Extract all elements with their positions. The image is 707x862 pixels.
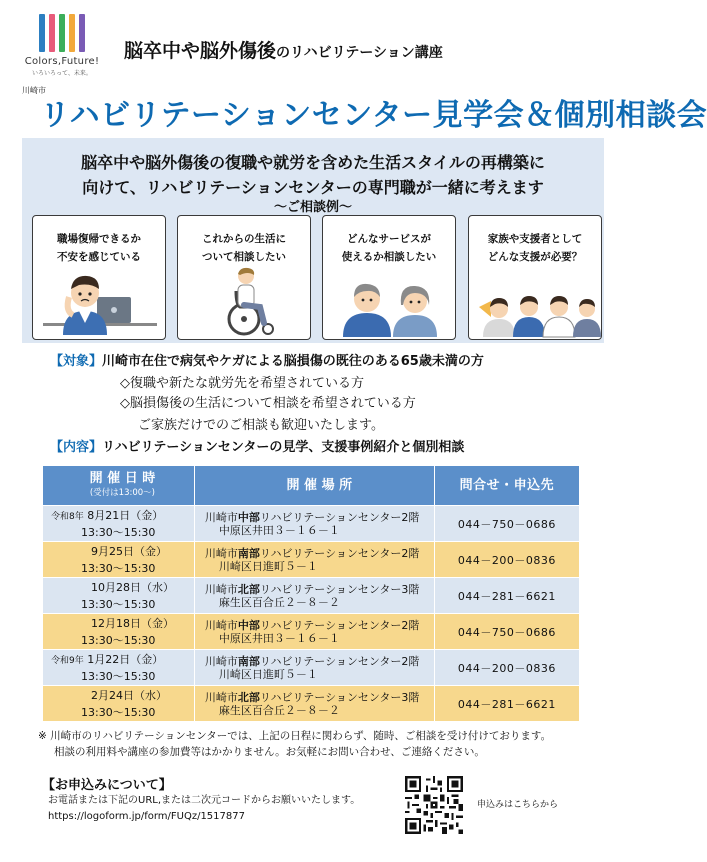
row-tel[interactable]: 044－281－6621 [434,686,579,722]
logo-bar [59,14,65,52]
example-card-supporters [468,215,602,340]
example-card-services [322,215,456,340]
schedule-row [43,650,580,686]
schedule-row [43,614,580,650]
examples-title: ～ご相談例～ [273,200,352,215]
logo-city: 川崎市 [22,86,46,95]
row-time: 13:30～15:30 [81,633,156,647]
logo-bar [79,14,85,52]
row-place-area: 南部 [237,654,260,668]
logo-bar [69,14,75,52]
example-card-life-consult [177,215,311,340]
row-place [194,614,434,650]
apply-url-link[interactable]: https://logoform.jp/form/FUQz/1517877 [48,811,245,822]
row-place-area: 南部 [237,546,260,560]
example-text: 職場復帰できるか 不安を感じている [57,233,141,263]
target-line [50,350,484,369]
row-place [194,542,434,578]
lead-panel [22,138,604,343]
schedule-table [42,465,580,722]
row-address: 川崎区日進町５－１ [218,559,318,573]
row-datetime [43,506,195,542]
row-time: 13:30～15:30 [81,561,156,575]
example-text: 家族や支援者として どんな支援が必要？ [487,233,583,263]
header-date [43,466,195,506]
logo-bars [16,12,108,52]
row-address: 中原区井田３－１６－１ [218,631,340,645]
row-date: 10月28日（水） [91,580,174,594]
content-text: リハビリテーションセンターの見学、支援事例紹介と個別相談 [102,440,465,455]
row-date-line [51,652,194,669]
row-place [194,686,434,722]
row-date: 9月25日（金） [91,544,167,558]
header-contact: 問合せ・申込先 [434,466,579,506]
row-address: 麻生区百合丘２－８－２ [218,703,340,717]
logo-brand-sub: いろいろって、未来。 [32,70,92,77]
row-place-name [205,619,434,632]
row-place-post: リハビリテーションセンター2階 [259,654,420,668]
target-sub-2: ◇脳損傷後の生活について相談を希望されている方 [120,396,416,411]
row-datetime [43,686,195,722]
row-place-name [205,691,434,704]
row-date: 8月21日（金） [87,508,164,522]
row-time: 13:30～15:30 [81,525,156,539]
row-date-line [51,544,194,561]
row-address: 麻生区百合丘２－８－２ [218,595,340,609]
note-block [38,728,598,760]
note-line-2: 相談の利用料や講座の参加費等はかかりません。お気軽にお問い合わせ、ご連絡ください。 [54,746,485,758]
row-datetime [43,614,195,650]
apply-instructions: お電話または下記のURL,または二次元コードからお願いいたします。 [48,795,361,806]
row-time: 13:30～15:30 [81,669,156,683]
target-sub-3: ご家族だけでのご相談も歓迎いたします。 [138,418,384,433]
row-date: 12月18日（金） [91,616,174,630]
row-tel[interactable]: 044－200－0836 [434,542,579,578]
wheelchair-user-icon [178,267,312,337]
row-date: 2月24日（水） [91,688,167,702]
logo-bar [39,14,45,52]
row-year: 令和8年 [51,511,84,522]
apply-title: 【お申込みについて】 [42,778,172,793]
row-place-post: リハビリテーションセンター2階 [259,510,420,524]
schedule-row [43,578,580,614]
logo-bar [49,14,55,52]
worried-worker-icon [33,267,167,337]
row-place-post: リハビリテーションセンター2階 [259,618,420,632]
subtitle-rest: のリハビリテーション講座 [276,45,443,61]
header-place: 開 催 場 所 [194,466,434,506]
row-datetime [43,578,195,614]
row-place-pre: 川崎市 [204,618,238,632]
subtitle-strong: 脳卒中や脳外傷後 [124,40,277,62]
schedule-body [43,506,580,722]
header-date-label: 開 催 日 時 [89,470,156,486]
qr-caption: 申込みはこちらから [477,800,559,810]
example-card-work-return [32,215,166,340]
row-place-name [205,583,434,596]
row-place-name [205,547,434,560]
row-date-line [51,688,194,705]
row-place-pre: 川崎市 [204,510,238,524]
row-time: 13:30～15:30 [81,705,156,719]
qr-code-icon[interactable] [404,776,464,834]
row-datetime [43,650,195,686]
row-place-post: リハビリテーションセンター3階 [259,690,420,704]
header-date-sub: (受付は13:00～) [89,487,155,498]
row-place-area: 中部 [237,510,260,524]
row-place-post: リハビリテーションセンター2階 [259,546,420,560]
row-place-area: 中部 [237,618,260,632]
row-place-post: リハビリテーションセンター3階 [259,582,420,596]
schedule-row [43,506,580,542]
row-date-line [51,616,194,633]
page-title: リハビリテーションセンター見学会＆個別相談会 [40,98,707,133]
city-logo [16,12,108,96]
row-date-line [51,508,194,525]
supporters-icon [469,267,603,337]
row-tel[interactable]: 044－281－6621 [434,578,579,614]
row-date-line [51,580,194,597]
row-tel[interactable]: 044－750－0686 [434,614,579,650]
row-tel[interactable]: 044－750－0686 [434,506,579,542]
row-place [194,506,434,542]
row-time: 13:30～15:30 [81,597,156,611]
row-datetime [43,542,195,578]
content-label: 【内容】 [50,440,103,455]
note-line-1: ※ 川崎市のリハビリテーションセンターでは、上記の日程に関わらず、随時、ご相談を受け付けております。 [38,730,552,742]
row-date: 1月22日（金） [87,652,164,666]
couple-icon [323,267,457,337]
row-place-name [205,655,434,668]
target-label: 【対象】 [50,354,103,369]
row-place-area: 北部 [237,690,260,704]
example-text: これからの生活に ついて相談したい [202,233,286,263]
page-subtitle [124,36,443,63]
row-place-area: 北部 [237,582,260,596]
apply-text [48,793,360,825]
schedule-row [43,542,580,578]
target-text: 川崎市在住で病気やケガによる脳損傷の既往のある65歳未満の方 [102,354,484,369]
row-tel[interactable]: 044－200－0836 [434,650,579,686]
row-place-name [205,511,434,524]
row-address: 中原区井田３－１６－１ [218,523,340,537]
schedule-row [43,686,580,722]
content-line [50,436,464,455]
row-year: 令和9年 [51,655,84,666]
lead-line-1: 脳卒中や脳外傷後の復職や就労を含めた生活スタイルの再構築に [81,153,545,172]
logo-brand-text: Colors,Future! [24,56,100,67]
lead-line-2: 向けて、リハビリテーションセンターの専門職が一緒に考えます [82,178,544,197]
schedule-header-row [43,466,580,506]
row-place-pre: 川崎市 [204,654,238,668]
row-place [194,650,434,686]
target-sub-1: ◇復職や新たな就労先を希望されている方 [120,376,364,391]
row-place-pre: 川崎市 [204,582,238,596]
row-place-pre: 川崎市 [204,690,238,704]
row-place [194,578,434,614]
row-place-pre: 川崎市 [204,546,238,560]
row-address: 川崎区日進町５－１ [218,667,318,681]
example-text: どんなサービスが 使えるか相談したい [341,233,437,263]
